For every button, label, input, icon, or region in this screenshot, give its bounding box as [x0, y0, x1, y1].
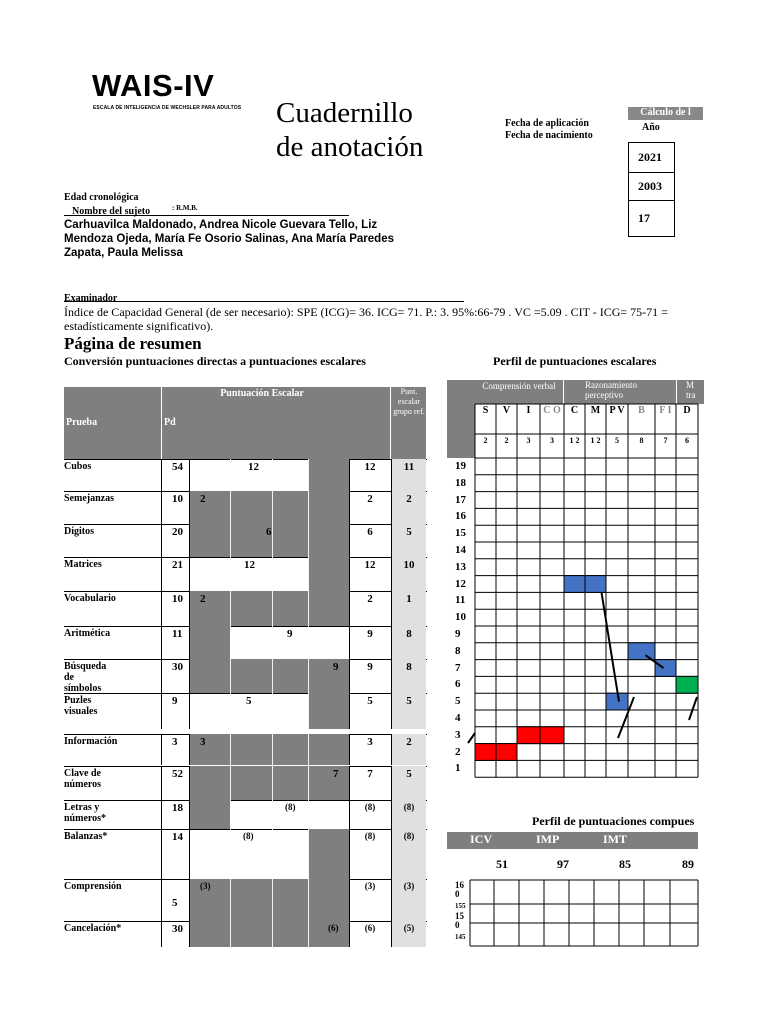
scale-label: 19: [455, 460, 466, 472]
scaled-value: 9: [367, 661, 373, 673]
ref-value: (3): [403, 881, 415, 891]
test-name: Matrices: [64, 559, 102, 570]
pd-value: 30: [172, 661, 183, 673]
scaled-value: 12: [364, 461, 376, 473]
year-application: 2021: [628, 142, 675, 173]
subtest-label: V: [502, 405, 511, 416]
scaled-inner-value: (8): [285, 802, 296, 812]
logo-subtitle: ESCALA DE INTELIGENCIA DE WECHSLER PARA ADULTOS: [93, 105, 242, 111]
test-name: Letras y números*: [64, 802, 107, 824]
scale-label: 5: [455, 695, 461, 708]
subject-names: Carhuavilca Maldonado, Andrea Nicole Guevara Tello, Liz Mendoza Ojeda, María Fe Osorio Salinas, Ana María Paredes Zapata, Paula Melissa: [64, 219, 394, 259]
ref-value: 5: [406, 526, 412, 538]
scaled-inner-value: (8): [243, 831, 254, 841]
scale-label: 8: [455, 644, 461, 657]
subtest-label: P V: [609, 405, 625, 416]
subtest-label: C: [570, 405, 579, 416]
raw-score-label: 5: [615, 436, 619, 445]
profile-title: Perfil de puntuaciones escalares: [493, 354, 657, 368]
scaled-value: 2: [367, 593, 373, 605]
age-label: Edad cronológica: [64, 192, 139, 203]
logo-title: WAIS-IV: [92, 68, 215, 103]
scale-label: 15: [455, 527, 466, 540]
ref-value: 5: [406, 695, 412, 707]
composite-value: 51: [496, 857, 508, 871]
pd-value: 10: [172, 593, 183, 605]
examiner-label: Examinador: [64, 293, 118, 304]
scaled-inner-value: 12: [244, 559, 255, 571]
pd-value: 3: [172, 736, 178, 748]
raw-score-label: 2: [483, 436, 488, 445]
raw-score-label: 2: [504, 436, 509, 445]
composite-value: 97: [557, 857, 569, 871]
scaled-value: (6): [364, 923, 376, 933]
ref-value: 2: [406, 493, 412, 505]
scale-label: 17: [455, 493, 466, 506]
test-name: Semejanzas: [64, 493, 114, 504]
scaled-inner-value: 12: [248, 461, 259, 473]
scaled-value: (3): [364, 881, 376, 891]
scaled-value: 3: [367, 736, 373, 748]
scaled-inner-value: 9: [287, 628, 293, 640]
pd-value: 10: [172, 493, 183, 505]
scale-label: 4: [455, 712, 461, 724]
group-verbal: Comprensión verbal: [482, 381, 556, 391]
test-name: Balanzas*: [64, 831, 108, 842]
scaled-inner-value: 2: [200, 493, 206, 505]
scaled-value: 2: [367, 493, 373, 505]
test-name: Cancelación*: [64, 923, 122, 934]
raw-score-label: 1 2: [569, 436, 580, 445]
scale-label: 2: [455, 745, 461, 758]
scale-label: 3: [455, 728, 461, 741]
test-name: Cubos: [64, 461, 92, 472]
ref-header: Punt. escalar grupo ref.: [393, 387, 425, 416]
scaled-inner-value: 9: [333, 661, 339, 673]
scaled-inner-value: 2: [200, 593, 206, 605]
raw-score-label: 7: [663, 436, 668, 445]
scale-label: 16: [455, 510, 466, 523]
ref-value: 1: [406, 593, 412, 605]
test-name: Clave de números: [64, 768, 102, 790]
booklet-title-line-2: de anotación: [276, 131, 424, 163]
composite-header: ICV: [470, 832, 493, 846]
raw-score-label: 6: [685, 436, 689, 445]
scale-label: 10: [455, 611, 466, 624]
pd-value: 20: [172, 526, 183, 538]
ref-value: 2: [406, 736, 412, 748]
raw-score-label: 3: [550, 436, 554, 445]
raw-score-label: 8: [639, 436, 644, 445]
test-name: Información: [64, 736, 118, 747]
scaled-inner-value: (6): [328, 923, 339, 933]
pd-value: 21: [172, 559, 183, 571]
scale-label: 9: [455, 628, 461, 640]
test-header: Prueba: [66, 417, 98, 428]
scaled-inner-value: 7: [333, 768, 339, 780]
composite-value: 89: [682, 857, 694, 871]
test-name: Dígitos: [64, 526, 94, 537]
pd-value: 18: [172, 802, 183, 814]
year-header: Año: [642, 122, 660, 133]
scaled-inner-value: (3): [200, 881, 211, 891]
pd-value: 30: [172, 923, 183, 935]
scale-label: 13: [455, 560, 466, 573]
composite-scale-label: 15 0: [455, 911, 464, 930]
composite-header: IMT: [603, 832, 627, 846]
scaled-inner-value: 3: [200, 736, 206, 748]
ref-value: (5): [403, 923, 415, 933]
ref-value: 5: [406, 768, 412, 780]
scale-label: 7: [455, 661, 461, 674]
scale-label: 18: [455, 476, 466, 489]
pd-value: 52: [172, 768, 183, 780]
raw-score-label: 3: [526, 436, 531, 445]
subtest-label: M: [590, 405, 601, 416]
group-memory: M tra: [686, 380, 696, 400]
subject-name-label: Nombre del sujeto: [72, 206, 151, 217]
scale-label: 1: [455, 762, 461, 775]
ref-value: (8): [403, 802, 415, 812]
scaled-value: 12: [364, 559, 376, 571]
composite-header: IMP: [536, 832, 560, 846]
test-name: Vocabulario: [64, 593, 116, 604]
icg-text: Índice de Capacidad General (de ser necesario): SPE (ICG)= 36. ICG= 71. P.: 3. 95%:66-79 . VC =5.09 . CIT - ICG= 75-71 = estadísticamente significativo).: [64, 305, 668, 333]
scaled-value: 5: [367, 695, 373, 707]
test-name: Aritmética: [64, 628, 111, 639]
calculation-header: Cálculo de l: [628, 107, 703, 120]
scaled-value: 9: [367, 628, 373, 640]
composite-scale-label: 155: [455, 902, 466, 910]
subject-tag: : R.M.B.: [172, 204, 198, 212]
application-date-label: Fecha de aplicación: [505, 118, 589, 129]
ref-value: 10: [403, 559, 415, 571]
pd-value: 14: [172, 831, 183, 843]
composite-scale-label: 16 0: [455, 880, 464, 899]
group-perceptual: Razonamiento perceptivo: [585, 380, 637, 400]
scale-label: 11: [455, 594, 466, 607]
scaled-header: Puntuación Escalar: [220, 388, 304, 399]
composite-scale-label: 145: [455, 933, 466, 941]
ref-value: 8: [406, 661, 412, 673]
ref-value: (8): [403, 831, 415, 841]
scale-label: 14: [455, 544, 466, 556]
subtest-label: S: [482, 405, 489, 416]
scaled-inner-value: 6: [266, 526, 272, 538]
composite-title: Perfil de puntuaciones compues: [532, 814, 695, 828]
subtest-label: I: [526, 405, 531, 416]
scaled-value: (8): [364, 802, 376, 812]
ref-value: 8: [406, 628, 412, 640]
scaled-inner-value: 5: [246, 695, 252, 707]
subtest-label: D: [683, 405, 691, 416]
age-years: 17: [628, 200, 675, 237]
composite-value: 85: [619, 857, 631, 871]
scale-label: 6: [455, 678, 461, 691]
conversion-title: Conversión puntuaciones directas a puntuaciones escalares: [64, 354, 366, 368]
summary-title: Página de resumen: [64, 334, 202, 353]
raw-score-label: 1 2: [590, 436, 601, 445]
ref-value: 11: [403, 461, 415, 473]
scale-label: 12: [455, 577, 466, 590]
scaled-value: 7: [367, 768, 373, 780]
test-name: Puzles visuales: [64, 695, 98, 717]
subtest-label: F I: [659, 405, 672, 416]
test-name: Comprensión: [64, 881, 122, 892]
scaled-value: 6: [367, 526, 373, 538]
subtest-label: B: [638, 405, 645, 416]
booklet-title-line-1: Cuadernillo: [276, 97, 413, 129]
pd-value: 5: [172, 897, 178, 909]
birth-date-label: Fecha de nacimiento: [505, 130, 593, 141]
pd-value: 9: [172, 695, 178, 707]
year-birth: 2003: [628, 172, 675, 201]
pd-value: 11: [172, 628, 183, 640]
pd-value: 54: [172, 461, 183, 473]
scaled-value: (8): [364, 831, 376, 841]
pd-header: Pd: [164, 417, 176, 428]
subtest-label: C O: [543, 405, 561, 416]
test-name: Búsqueda de símbolos: [64, 661, 107, 694]
